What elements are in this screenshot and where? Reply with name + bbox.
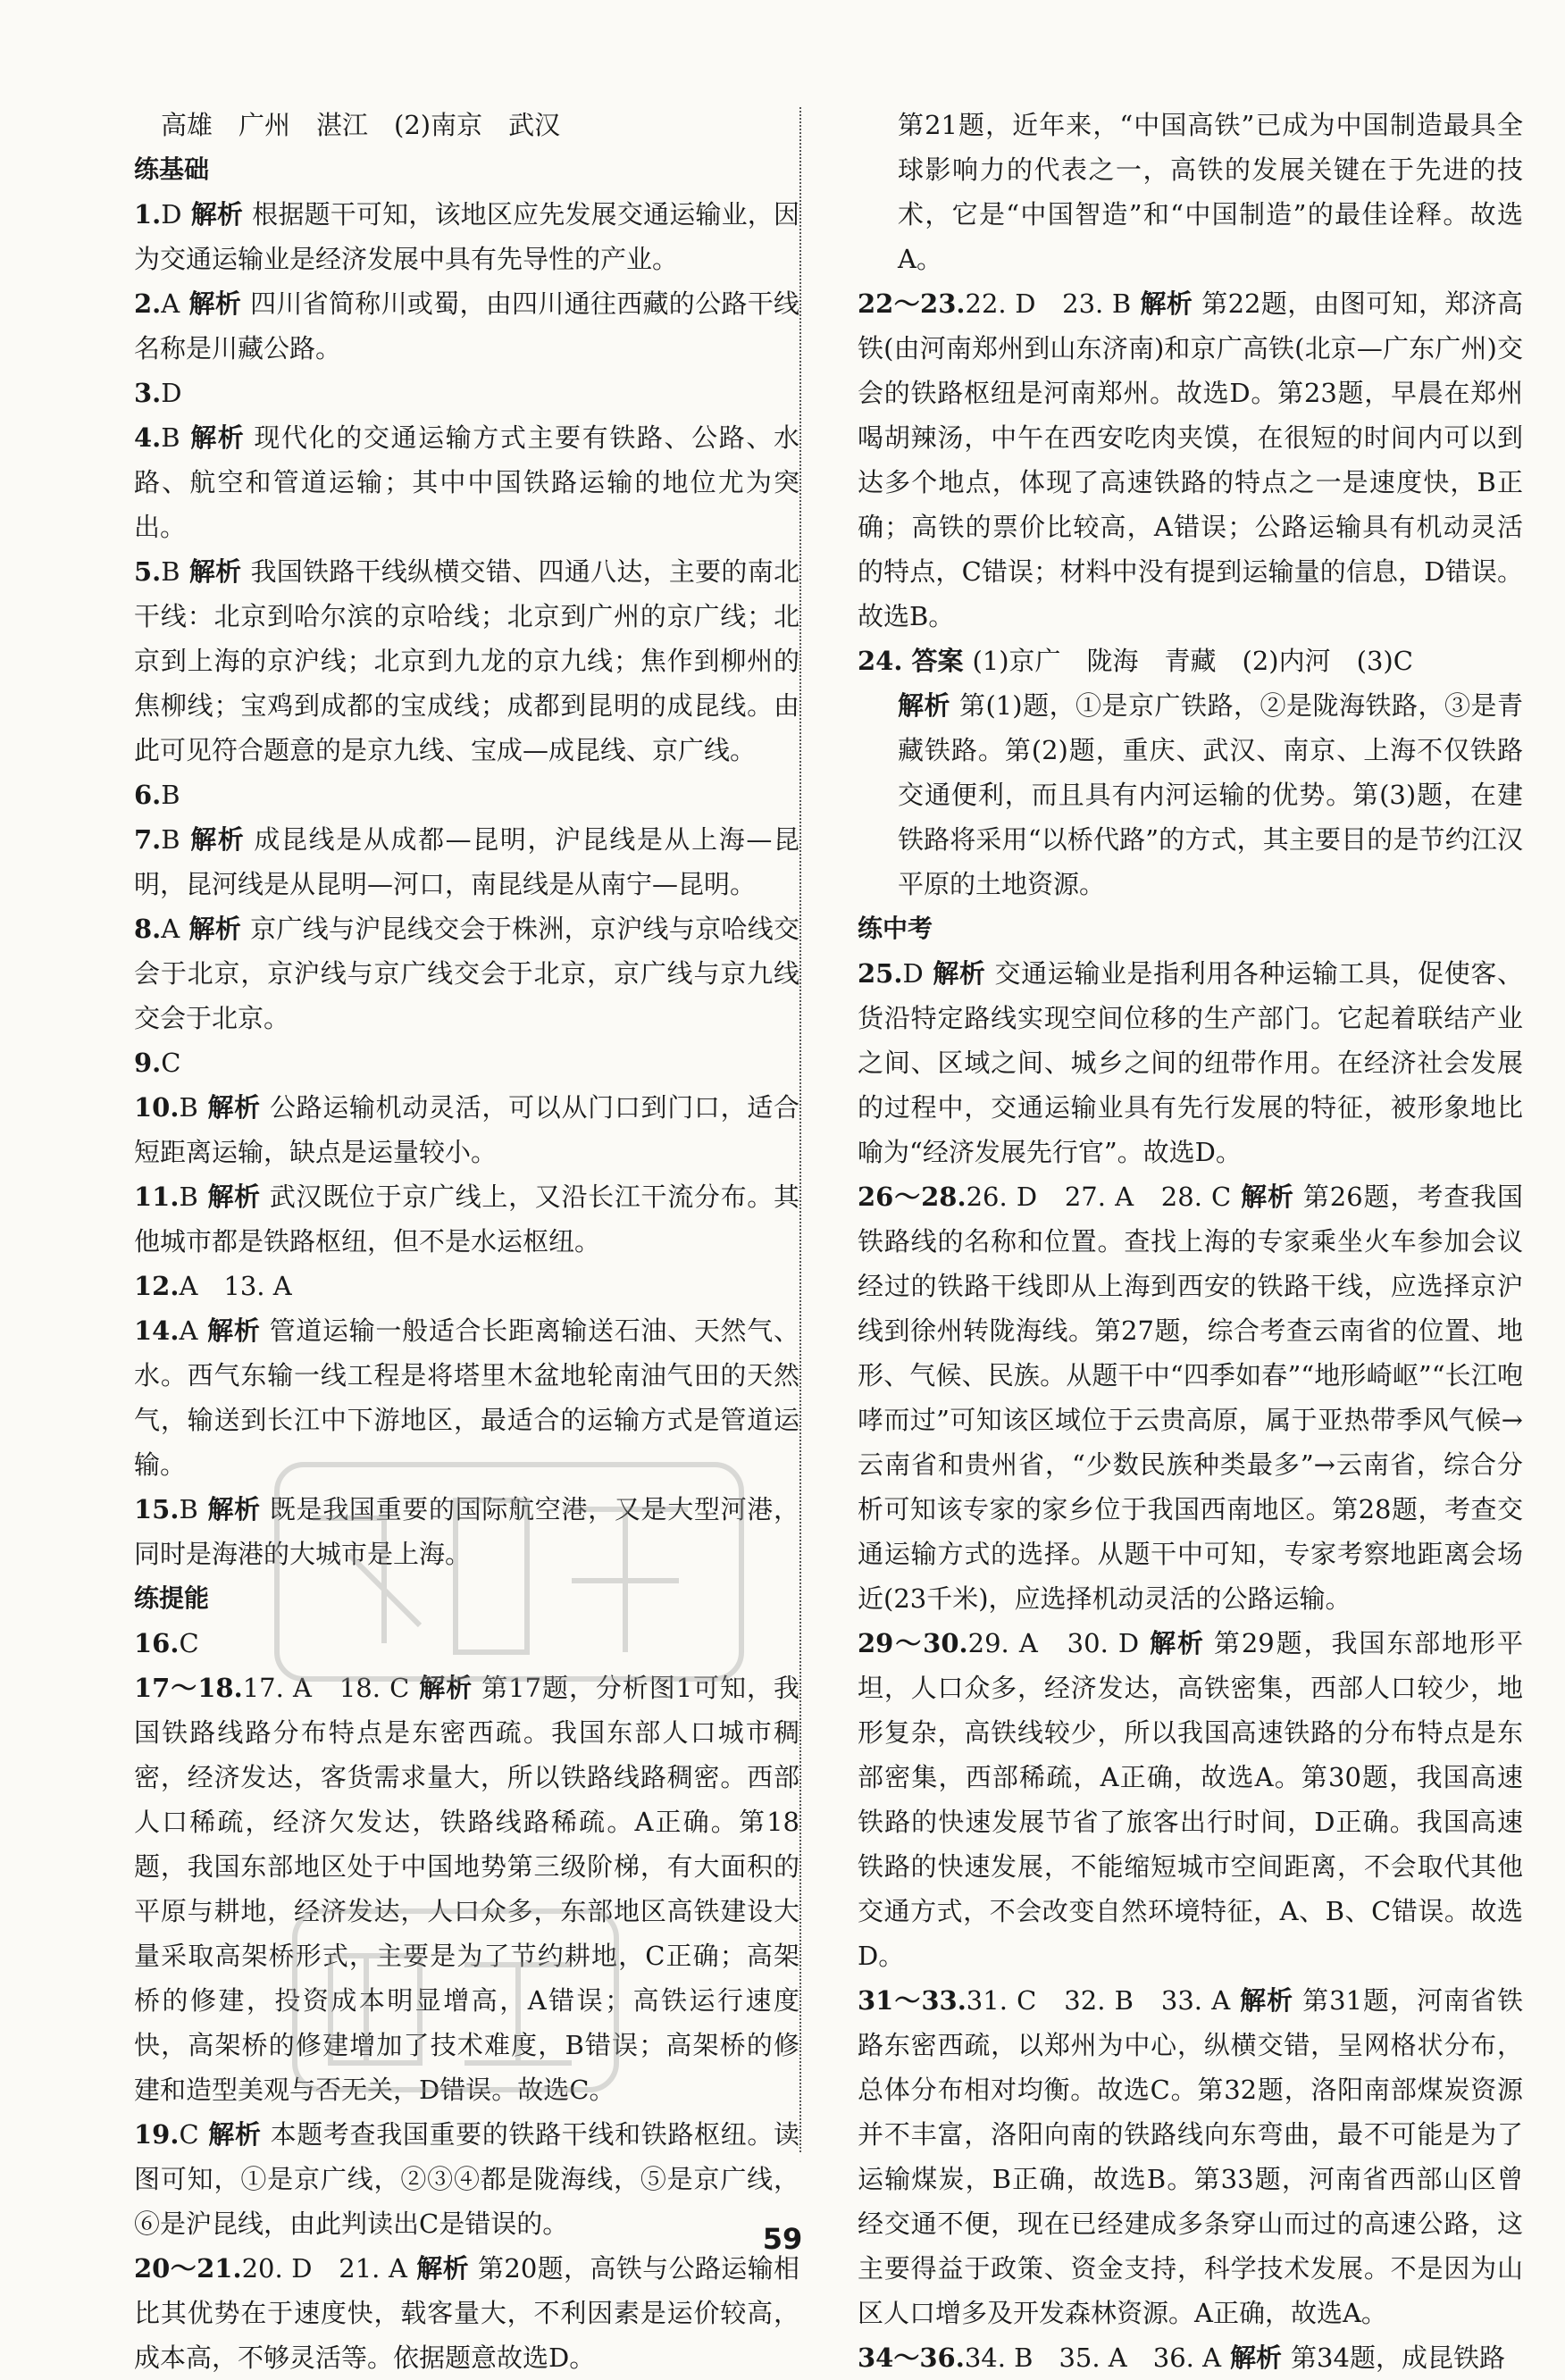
- right-column: [858, 103, 1523, 2380]
- explanation-tag: 解析: [190, 199, 244, 230]
- answer-choice: C: [161, 1048, 181, 1078]
- answer-choice: B: [179, 1092, 198, 1123]
- explanation-tag: 解析: [418, 1673, 473, 1703]
- explanation-text: 第20题，高铁与公路运输相比其优势在于速度快，载客量大，不利因素是运价较高，成本高，不够灵活等。依据题意故选D。: [134, 2253, 799, 2373]
- answer-item: [858, 281, 1523, 639]
- explanation-tag: 解析: [188, 914, 242, 944]
- answer-choice: 17. A 18. C: [242, 1673, 410, 1703]
- explanation-tag: 答案: [911, 646, 964, 676]
- explanation-text: 第31题，河南省铁路东密西疏，以郑州为中心，纵横交错，呈网格状分布，总体分布相对均衡。故选C。第32题，洛阳南部煤炭资源并不丰富，洛阳向南的铁路线向东弯曲，最不可能是为了运输煤炭，B正确，故选B。第33题，河南省西部山区曾经交通不便，现在已经建成多条穿山而过的高速公路，这主要得益于政策、资金支持，科学技术发展。不是因为山区人口增多及开发森林资源。A正确，故选A。: [858, 1985, 1523, 2328]
- page-number: 59: [762, 2222, 803, 2256]
- item-number: 12.: [134, 1271, 180, 1301]
- explanation-text: 武汉既位于京广线上，又沿长江干流分布。其他城市都是铁路枢纽，但不是水运枢纽。: [134, 1182, 799, 1257]
- answer-item: [134, 1264, 799, 1308]
- explanation-text: 既是我国重要的国际航空港，又是大型河港，同时是海港的大城市是上海。: [134, 1494, 799, 1569]
- item-number: 11.: [134, 1182, 180, 1212]
- answer-list: [134, 1621, 799, 2380]
- answer-item: [134, 906, 799, 1040]
- answer-choice: 22. D 23. B: [965, 288, 1132, 319]
- item-number: 10.: [134, 1092, 180, 1123]
- answer-choice: B: [161, 780, 180, 810]
- answer-choice: A: [179, 1315, 198, 1346]
- explanation-text: 成昆线是从成都—昆明，沪昆线是从上海—昆明，昆河线是从昆明—河口，南昆线是从南宁—昆明。: [134, 824, 799, 899]
- item-number: 1.: [134, 199, 162, 230]
- explanation-tag: 解析: [188, 556, 242, 587]
- answer-item: [134, 415, 799, 549]
- continuation-line: 高雄 广州 湛江 (2)南京 武汉: [161, 110, 561, 140]
- answer-choice: A: [161, 914, 180, 944]
- explanation-tag: 解析: [206, 1315, 261, 1346]
- answer-item: [858, 951, 1523, 1174]
- item-number: 5.: [134, 556, 162, 587]
- explanation-text: (1)京广 陇海 青藏 (2)内河 (3)C: [972, 646, 1413, 676]
- explanation-text: 我国铁路干线纵横交错、四通八达，主要的南北干线：北京到哈尔滨的京哈线；北京到广州的京广线；北京到上海的京沪线；北京到九龙的京九线；焦作到柳州的焦柳线；宝鸡到成都的宝成线；成都到昆明的成昆线。由此可见符合题意的是京九线、宝成—成昆线、京广线。: [134, 556, 799, 765]
- answer-list: [858, 281, 1523, 683]
- column-divider: [799, 107, 801, 2152]
- answer-choice: C: [179, 2119, 199, 2150]
- explanation-text: 第29题，我国东部地形平坦，人口众多，经济发达，高铁密集，西部人口较少，地形复杂，高铁线较少，所以我国高速铁路的分布特点是东部密集，西部稀疏，A正确，故选A。第30题，我国高速铁路的快速发展节省了旅客出行时间，D正确。我国高速铁路的快速发展，不能缩短城市空间距离，不会取代其他交通方式，不会改变自然环境特征，A、B、C错误。故选D。: [858, 1628, 1523, 1971]
- explanation-text: 第34题，成昆铁路: [1291, 2342, 1505, 2373]
- answer-choice: B: [161, 824, 180, 855]
- answer-item: [134, 1666, 799, 2112]
- item-number: 24.: [858, 646, 903, 676]
- answer-choice: D: [161, 199, 182, 230]
- answer-choice: B: [161, 422, 180, 453]
- explanation-text: 本题考查我国重要的铁路干线和铁路枢纽。读图可知，①是京广线，②③④都是陇海线，⑤是京广线，⑥是沪昆线，由此判读出C是错误的。: [134, 2119, 799, 2239]
- answer-item: [134, 772, 799, 817]
- explanation-tag: 解析: [206, 1092, 261, 1123]
- answer-list: [134, 192, 799, 1576]
- answer-item: [858, 2335, 1523, 2380]
- explanation-text: 京广线与沪昆线交会于株洲，京沪线与京哈线交会于北京，京沪线与京广线交会于北京，京广线与京九线交会于北京。: [134, 914, 799, 1033]
- answer-choice: 20. D 21. A: [241, 2253, 407, 2284]
- answer-item: [134, 281, 799, 371]
- answer-choice: A 13. A: [179, 1271, 292, 1301]
- explanation-tag: 解析: [206, 1182, 261, 1212]
- answer-item: [134, 192, 799, 281]
- item-number: 7.: [134, 824, 162, 855]
- answer-item: [858, 1174, 1523, 1621]
- item-number: 29～30.: [858, 1628, 968, 1658]
- answer-item: [134, 817, 799, 906]
- item-number: 6.: [134, 780, 162, 810]
- answer-item: [134, 1040, 799, 1085]
- explanation-text: 第22题，由图可知，郑济高铁(由河南郑州到山东济南)和京广高铁(北京—广东广州)交会的铁路枢纽是河南郑州。故选D。第23题，早晨在郑州喝胡辣汤，中午在西安吃肉夹馍，在很短的时间内可以到达多个地点，体现了高速铁路的特点之一是速度快，B正确；高铁的票价比较高，A错误；公路运输具有机动灵活的特点，C错误；材料中没有提到运输量的信息，D错误。故选B。: [858, 288, 1523, 631]
- explanation-tag: 解析: [188, 288, 242, 319]
- continuation-text: 第21题，近年来，“中国高铁”已成为中国制造最具全球影响力的代表之一，高铁的发展关键在于先进的技术，它是“中国智造”和“中国制造”的最佳诠释。故选A。: [898, 110, 1523, 274]
- answer-item: [858, 639, 1523, 683]
- item-number: 3.: [134, 378, 162, 408]
- item-number: 20～21.: [134, 2253, 242, 2284]
- item-number: 4.: [134, 422, 162, 453]
- item-number: 8.: [134, 914, 162, 944]
- answer-choice: C: [179, 1628, 199, 1658]
- answer-list: [858, 951, 1523, 2380]
- item-number: 26～28.: [858, 1182, 967, 1212]
- explanation-text: 根据题干可知，该地区应先发展交通运输业，因为交通运输业是经济发展中具有先导性的产业。: [134, 199, 799, 274]
- answer-choice: B: [161, 556, 180, 587]
- item-number: 19.: [134, 2119, 180, 2150]
- answer-choice: 29. A 30. D: [967, 1628, 1140, 1658]
- answer-choice: D: [161, 378, 182, 408]
- answer-item: [134, 1308, 799, 1487]
- answer-item: [134, 2246, 799, 2380]
- explanation-tag: 解析: [415, 2253, 470, 2284]
- item-number: 31～33.: [858, 1985, 967, 2016]
- explanation-tag: 解析: [1140, 288, 1193, 319]
- section-heading: 练提能: [134, 1583, 210, 1613]
- explanation-tag: 解析: [898, 690, 950, 721]
- answer-choice: 26. D 27. A 28. C: [966, 1182, 1232, 1212]
- answer-choice: 34. B 35. A 36. A: [964, 2342, 1222, 2373]
- explanation-tag: 解析: [188, 422, 246, 453]
- item-number: 34～36.: [858, 2342, 965, 2373]
- item-number: 14.: [134, 1315, 180, 1346]
- item-number: 22～23.: [858, 288, 966, 319]
- item-number: 15.: [134, 1494, 180, 1524]
- answer-choice: B: [179, 1494, 198, 1524]
- explanation-text: 第(1)题，①是京广铁路，②是陇海铁路，③是青藏铁路。第(2)题，重庆、武汉、南京、上海不仅铁路交通便利，而且具有内河运输的优势。第(3)题，在建铁路将采用“以桥代路”的方式，其主要目的是节约江汉平原的土地资源。: [898, 690, 1523, 899]
- answer-item: [134, 1085, 799, 1174]
- item-number: 25.: [858, 958, 903, 989]
- section-heading: 练基础: [134, 154, 210, 184]
- explanation-tag: 解析: [188, 824, 246, 855]
- explanation-tag: 解析: [1240, 1182, 1294, 1212]
- explanation-text: 四川省简称川或蜀，由四川通往西藏的公路干线名称是川藏公路。: [134, 288, 799, 363]
- answer-item: [134, 371, 799, 415]
- explanation-tag: 解析: [207, 2119, 262, 2150]
- answer-choice: A: [161, 288, 180, 319]
- answer-item: [858, 1978, 1523, 2335]
- explanation-text: 交通运输业是指利用各种运输工具，促使客、货沿特定路线实现空间位移的生产部门。它起着联结产业之间、区域之间、城乡之间的纽带作用。在经济社会发展的过程中，交通运输业具有先行发展的特征，被形象地比喻为“经济发展先行官”。故选D。: [858, 958, 1523, 1167]
- answer-explanation: [858, 683, 1523, 906]
- item-number: 17～18.: [134, 1673, 243, 1703]
- explanation-tag: 解析: [1230, 2342, 1283, 2373]
- item-number: 16.: [134, 1628, 180, 1658]
- explanation-tag: 解析: [1148, 1628, 1205, 1658]
- answer-item: [858, 1621, 1523, 1978]
- item-number: 9.: [134, 1048, 162, 1078]
- explanation-text: 公路运输机动灵活，可以从门口到门口，适合短距离运输，缺点是运量较小。: [134, 1092, 799, 1167]
- explanation-text: 第17题，分析图1可知，我国铁路线路分布特点是东密西疏。我国东部人口城市稠密，经济发达，客货需求量大，所以铁路线路稠密。西部人口稀疏，经济欠发达，铁路线路稀疏。A正确。第18题，我国东部地区处于中国地势第三级阶梯，有大面积的平原与耕地，经济发达，人口众多，东部地区高铁建设大量采取高架桥形式，主要是为了节约耕地，C正确；高架桥的修建，投资成本明显增高，A错误；高铁运行速度快，高架桥的修建增加了技术难度，B错误；高架桥的修建和造型美观与否无关，D错误。故选C。: [134, 1673, 799, 2105]
- item-number: 2.: [134, 288, 162, 319]
- answer-item: [134, 1174, 799, 1264]
- answer-item: [134, 1621, 799, 1666]
- explanation-tag: 解析: [1239, 1985, 1294, 2016]
- answer-choice: 31. C 32. B 33. A: [966, 1985, 1231, 2016]
- answer-choice: D: [902, 958, 924, 989]
- explanation-tag: 解析: [932, 958, 986, 989]
- explanation-text: 管道运输一般适合长距离输送石油、天然气、水。西气东输一线工程是将塔里木盆地轮南油气田的天然气，输送到长江中下游地区，最适合的运输方式是管道运输。: [134, 1315, 799, 1480]
- explanation-text: 现代化的交通运输方式主要有铁路、公路、水路、航空和管道运输；其中中国铁路运输的地位尤为突出。: [134, 422, 799, 542]
- answer-item: [134, 1487, 799, 1576]
- left-column: [134, 103, 799, 2380]
- explanation-tag: 解析: [206, 1494, 261, 1524]
- section-heading: 练中考: [858, 914, 933, 943]
- explanation-text: 第26题，考查我国铁路线的名称和位置。查找上海的专家乘坐火车参加会议经过的铁路干线即从上海到西安的铁路干线，应选择京沪线到徐州转陇海线。第27题，综合考查云南省的位置、地形、气候、民族。从题干中“四季如春”“地形崎岖”“长江咆哮而过”可知该区域位于云贵高原，属于亚热带季风气候→云南省和贵州省，“少数民族种类最多”→云南省，综合分析可知该专家的家乡位于我国西南地区。第28题，考查交通运输方式的选择。从题干中可知，专家考察地距离会场近(23千米)，应选择机动灵活的公路运输。: [858, 1182, 1523, 1614]
- answer-choice: B: [179, 1182, 198, 1212]
- answer-item: [134, 549, 799, 772]
